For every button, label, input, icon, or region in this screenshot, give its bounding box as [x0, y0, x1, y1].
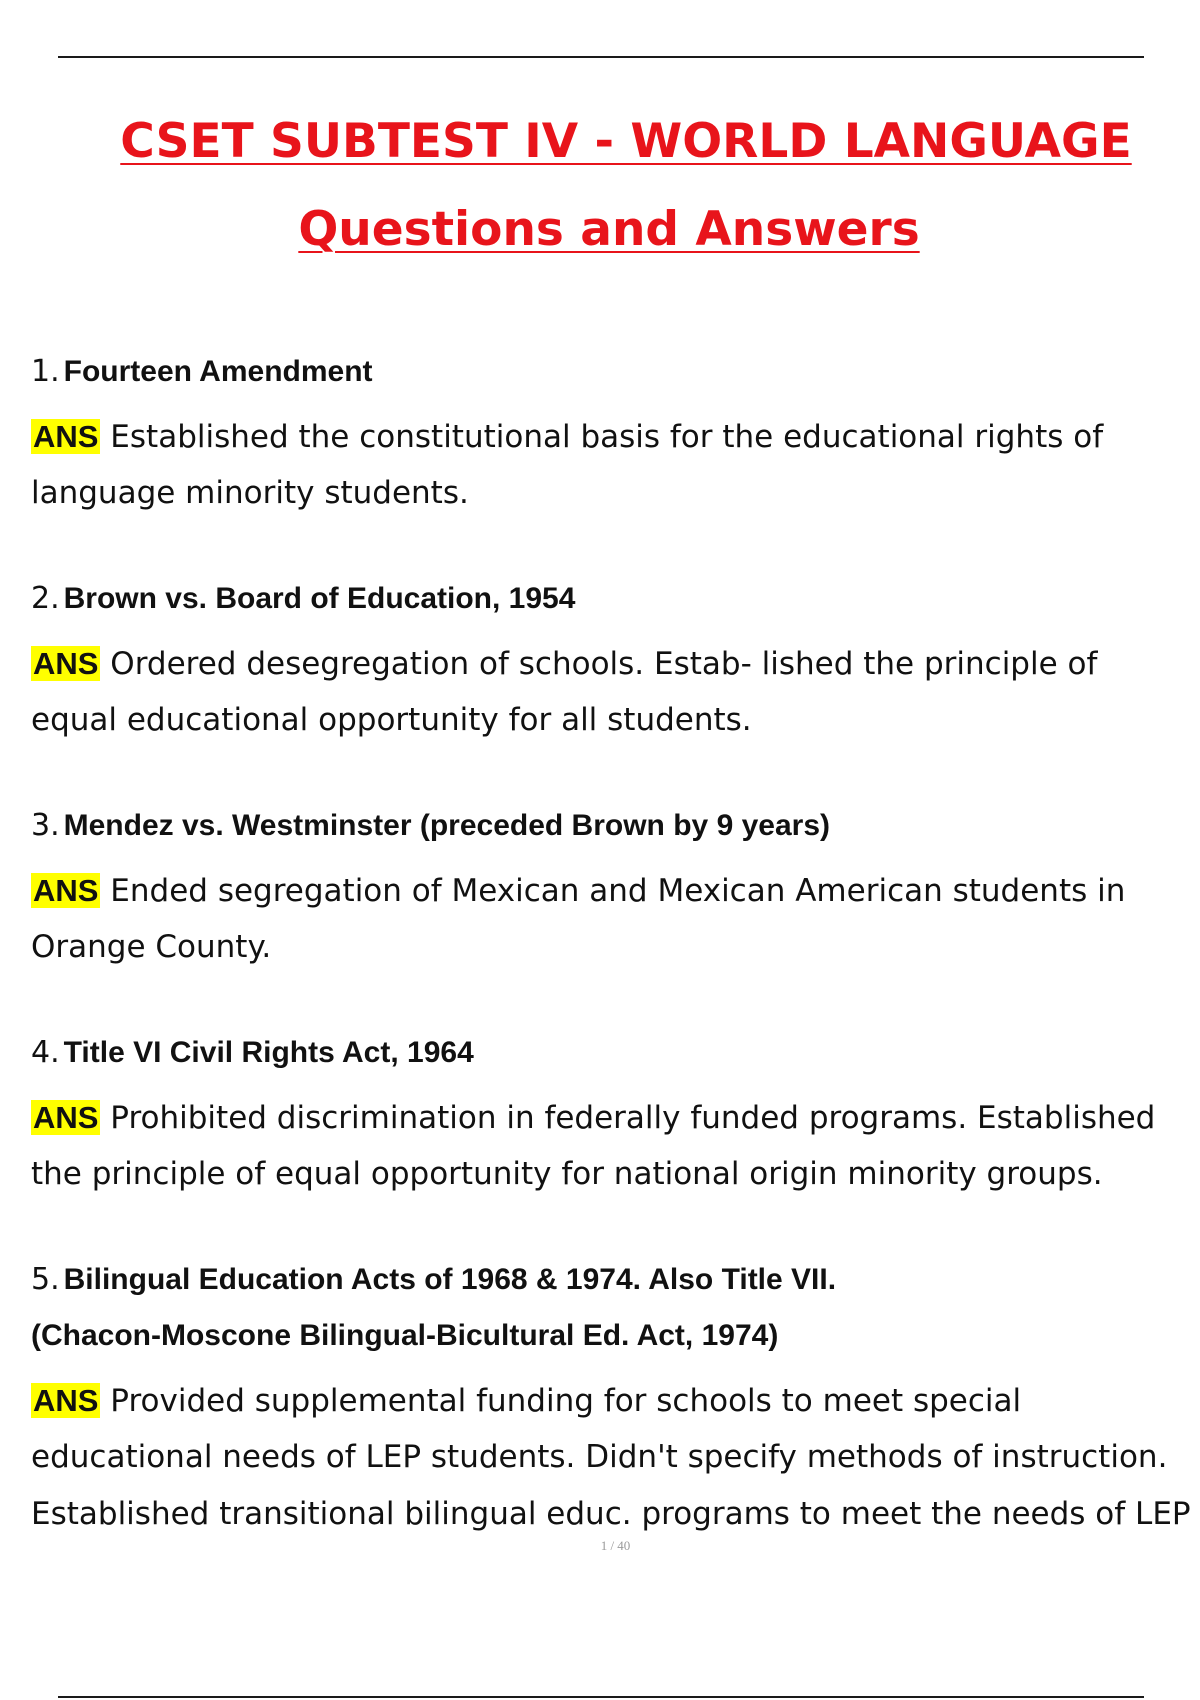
answer-line: Orange County.: [31, 929, 272, 965]
answer: [31, 635, 1200, 749]
answer-line: [31, 1089, 1200, 1146]
question: [31, 579, 1200, 619]
answer-text: Provided supplemental funding for schools to meet special: [100, 1383, 1022, 1419]
answer: [31, 408, 1200, 522]
qa-item-5: [31, 1260, 1200, 1543]
question-number: 4.: [31, 1035, 60, 1070]
answer-line: the principle of equal opportunity for national origin minority groups.: [31, 1156, 1103, 1192]
answer: [31, 862, 1200, 976]
answer-line: language minority students.: [31, 475, 469, 511]
ans-label: ANS: [33, 646, 99, 681]
question: [31, 1033, 1200, 1073]
question-text: Fourteen Amendment: [63, 355, 373, 388]
answer-text: Established the constitutional basis for the educational rights of: [100, 419, 1104, 455]
qa-item-1: [31, 352, 1200, 522]
question-text: Mendez vs. Westminster (preceded Brown by 9 years): [63, 809, 830, 842]
question-number: 5.: [31, 1262, 60, 1297]
ans-label: ANS: [33, 1383, 99, 1418]
answer-line: [31, 1372, 1200, 1429]
question-text: Bilingual Education Acts of 1968 & 1974. Also Title VII.: [63, 1263, 837, 1296]
answer-line: equal educational opportunity for all students.: [31, 702, 752, 738]
document-subtitle: Questions and Answers: [298, 202, 920, 257]
qa-item-3: [31, 806, 1200, 976]
question-text: (Chacon-Moscone Bilingual-Bicultural Ed. Act, 1974): [31, 1319, 779, 1352]
answer-line: [31, 862, 1200, 919]
question-number: 2.: [31, 581, 60, 616]
question-continuation: [31, 1316, 1200, 1356]
ans-label: ANS: [33, 873, 99, 908]
ans-label: ANS: [33, 1100, 99, 1135]
answer-line: educational needs of LEP students. Didn't specify methods of instruction.: [31, 1439, 1168, 1475]
question-text: Brown vs. Board of Education, 1954: [63, 582, 576, 615]
answer-text: Ordered desegregation of schools. Estab- lished the principle of: [100, 646, 1098, 682]
answer-line: Established transitional bilingual educ. programs to meet the needs of LEP: [31, 1496, 1191, 1532]
answer-text: Prohibited discrimination in federally funded programs. Established: [100, 1100, 1156, 1136]
ans-label: ANS: [33, 419, 99, 454]
answer-line: [31, 408, 1200, 465]
top-divider: [58, 56, 1144, 58]
question: [31, 352, 1200, 392]
question: [31, 806, 1200, 846]
answer: [31, 1372, 1200, 1543]
bottom-divider: [58, 1696, 1144, 1698]
question-text: Title VI Civil Rights Act, 1964: [63, 1036, 474, 1069]
answer: [31, 1089, 1200, 1203]
answer-text: Ended segregation of Mexican and Mexican American students in: [100, 873, 1126, 909]
question-number: 3.: [31, 808, 60, 843]
page-indicator: 1 / 40: [600, 1538, 631, 1553]
question-number: 1.: [31, 354, 60, 389]
qa-list: [31, 352, 1200, 1600]
document-title: CSET SUBTEST IV - WORLD LANGUAGE: [120, 114, 1132, 169]
question: [31, 1260, 1200, 1300]
answer-line: [31, 635, 1200, 692]
qa-item-4: [31, 1033, 1200, 1203]
qa-item-2: [31, 579, 1200, 749]
